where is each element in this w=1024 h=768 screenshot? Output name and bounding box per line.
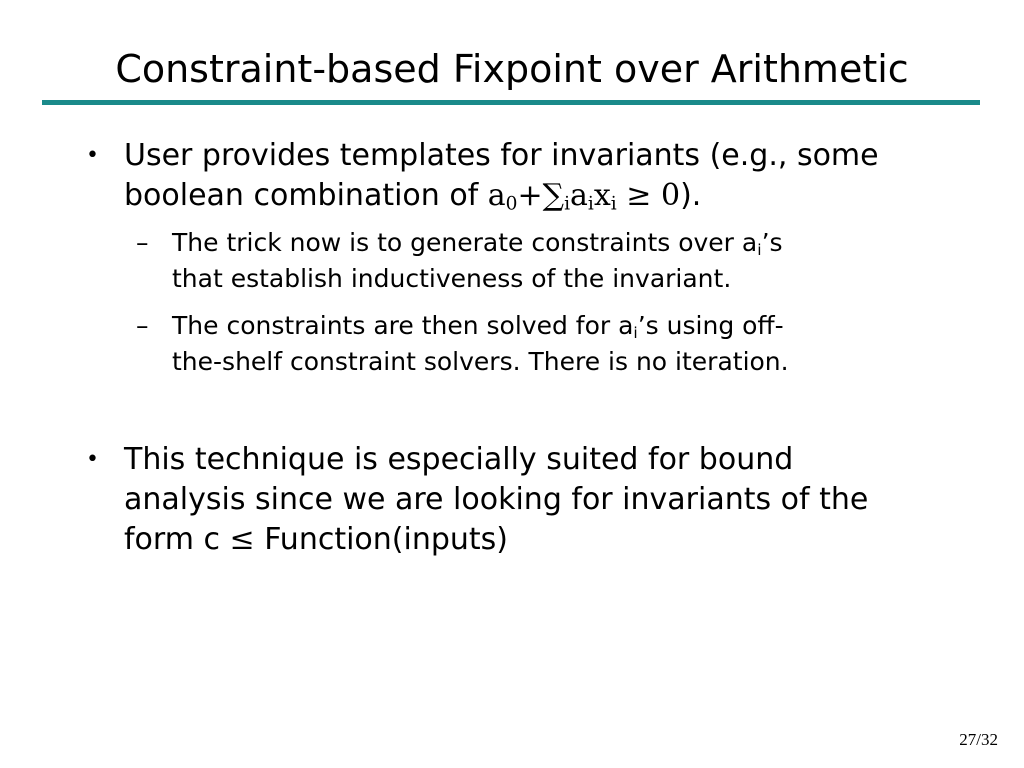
sub-bullet-line: that establish inductiveness of the invariant. (172, 264, 732, 293)
bullet-text (124, 440, 944, 560)
sub-bullet-line: The trick now is to generate constraints over $a_i’s$ (172, 228, 783, 259)
formula: $a_0+\sum_ia_ix_i \ge 0$ (487, 178, 681, 215)
sub-bullet-line: The constraints are then solved for $a_i’s$ using off- (172, 311, 784, 342)
sub-bullet-text (172, 225, 912, 297)
bullet-text (124, 136, 944, 216)
sub-bullet-marker: – (136, 311, 149, 340)
bullet-line: boolean combination of $a_0+\sum_ia_ix_i \ge 0$). (124, 178, 702, 215)
bullet-line: analysis since we are looking for invariants of the (124, 482, 869, 517)
bullet-line: User provides templates for invariants (e.g., some (124, 138, 879, 173)
bullet-marker: • (86, 143, 99, 168)
bullet-line: This technique is especially suited for bound (124, 442, 794, 477)
sub-bullet-marker: – (136, 228, 149, 257)
title-underline (42, 100, 980, 105)
slide-title: Constraint-based Fixpoint over Arithmetic (115, 47, 909, 91)
bullet-line: form c ≤ Function(inputs) (124, 522, 509, 557)
page-number: 27/32 (959, 730, 998, 749)
sub-bullet-line: the-shelf constraint solvers. There is no iteration. (172, 347, 789, 376)
bullet-marker: • (86, 447, 99, 472)
sub-bullet-text (172, 308, 912, 380)
